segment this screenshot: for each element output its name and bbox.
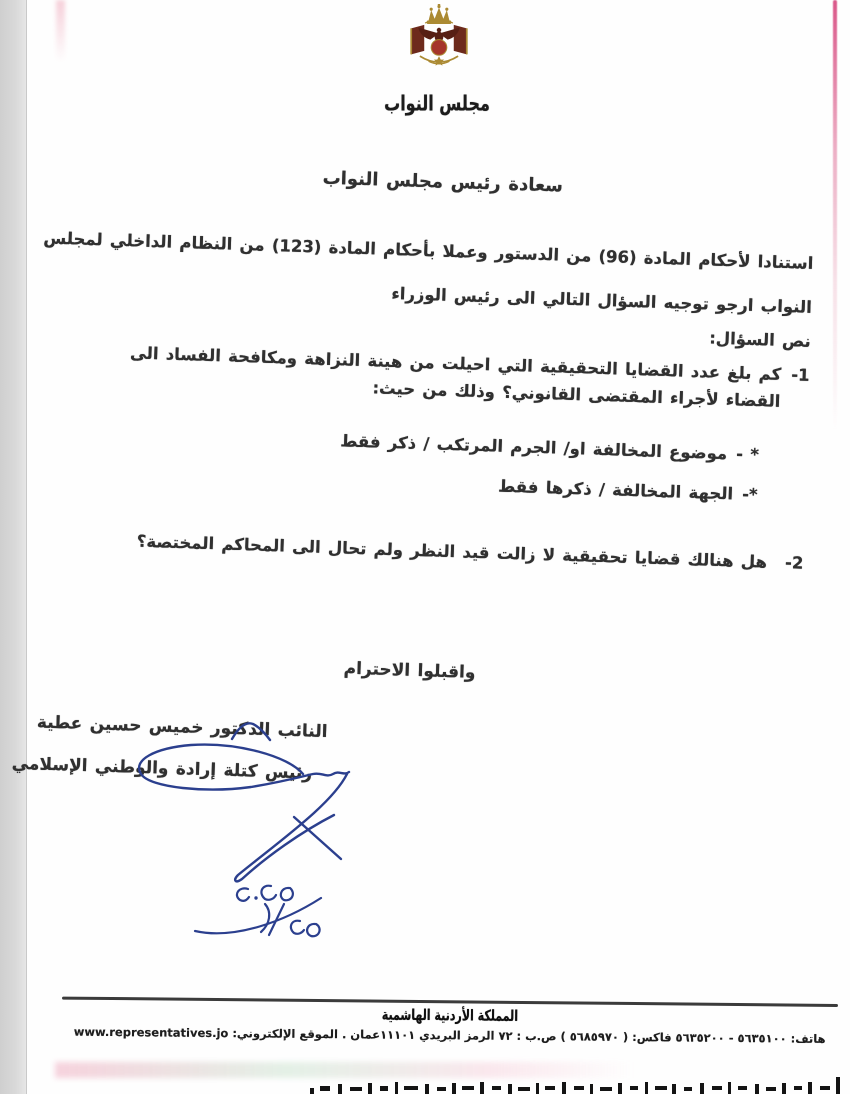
signature-strokes bbox=[139, 723, 349, 881]
sub-items bbox=[338, 428, 759, 522]
handwritten-signature bbox=[85, 698, 385, 968]
globe-orb bbox=[431, 40, 447, 56]
council-calligraphy: مجلس النواب bbox=[384, 91, 490, 116]
footer-contact-line: هاتف: ٥٦٣٥١٠٠ - ٥٦٣٥٢٠٠ فاكس: ( ٥٦٨٥٩٧٠ ) ص.ب : ٧٢ الرمز البريدي ١١١٠١عمان . الموقع الإلكتروني: www.representatives.jo bbox=[73, 1024, 826, 1046]
closing-salute: واقبلوا الاحترام bbox=[343, 658, 476, 683]
question-item-2 bbox=[97, 526, 804, 576]
kingdom-calligraphy: المملكة الأردنية الهاشمية bbox=[381, 1005, 519, 1025]
kingdom-calligraphy-row bbox=[62, 1004, 838, 1025]
sub-item-text: الجهة المخالفة / ذكرها فقط bbox=[497, 476, 734, 504]
sub-item-1 bbox=[340, 428, 759, 468]
question-number: 1- bbox=[790, 365, 810, 385]
clipped-text-fragment bbox=[0, 1074, 850, 1094]
ink-dot bbox=[254, 896, 257, 899]
salutation-line: سعادة رئيس مجلس النواب bbox=[322, 167, 564, 197]
scan-edge-band bbox=[0, 0, 27, 1094]
jordan-coat-of-arms-icon bbox=[395, 4, 483, 70]
clipped-glyph-tops bbox=[310, 1077, 840, 1094]
intro-line-2: النواب ارجو توجيه السؤال التالي الى رئيس الوزراء bbox=[391, 283, 813, 317]
question-text: هل هنالك قضايا تحقيقية لا زالت قيد النظر ولم تحال الى المحاكم المختصة؟ bbox=[136, 531, 768, 572]
council-calligraphy-row bbox=[0, 80, 850, 116]
signer-title-line: رئيس كتلة إرادة والوطني الإسلامي bbox=[11, 753, 313, 784]
handwritten-date-scribble bbox=[195, 886, 321, 937]
question-label: نص السؤال: bbox=[708, 328, 812, 351]
sub-item-text: موضوع المخالفة او/ الجرم المرتكب / ذكر فقط bbox=[340, 431, 728, 464]
question-number: 2- bbox=[784, 553, 804, 573]
question-text: كم بلغ عدد القضايا التحقيقية التي احيلت من هينة النزاهة ومكافحة الفساد الى القضاء لأجراء المقتضى القانوني؟ وذلك من حيث: bbox=[129, 343, 782, 411]
bullet-marker: * - bbox=[735, 444, 760, 465]
signer-name-line: النائب الدكتور خميس حسين عطية bbox=[36, 712, 328, 743]
letterhead bbox=[0, 4, 850, 74]
intro-line-1: استنادا لأحكام المادة (96) من الدستور وعملا بأحكام المادة (123) من النظام الداخلي لمجلس bbox=[43, 228, 814, 273]
bullet-marker: *- bbox=[741, 484, 758, 505]
sub-item-2 bbox=[339, 468, 758, 508]
letter-footer bbox=[62, 997, 838, 1046]
intro-paragraph bbox=[43, 219, 814, 330]
question-item-1 bbox=[103, 338, 810, 415]
